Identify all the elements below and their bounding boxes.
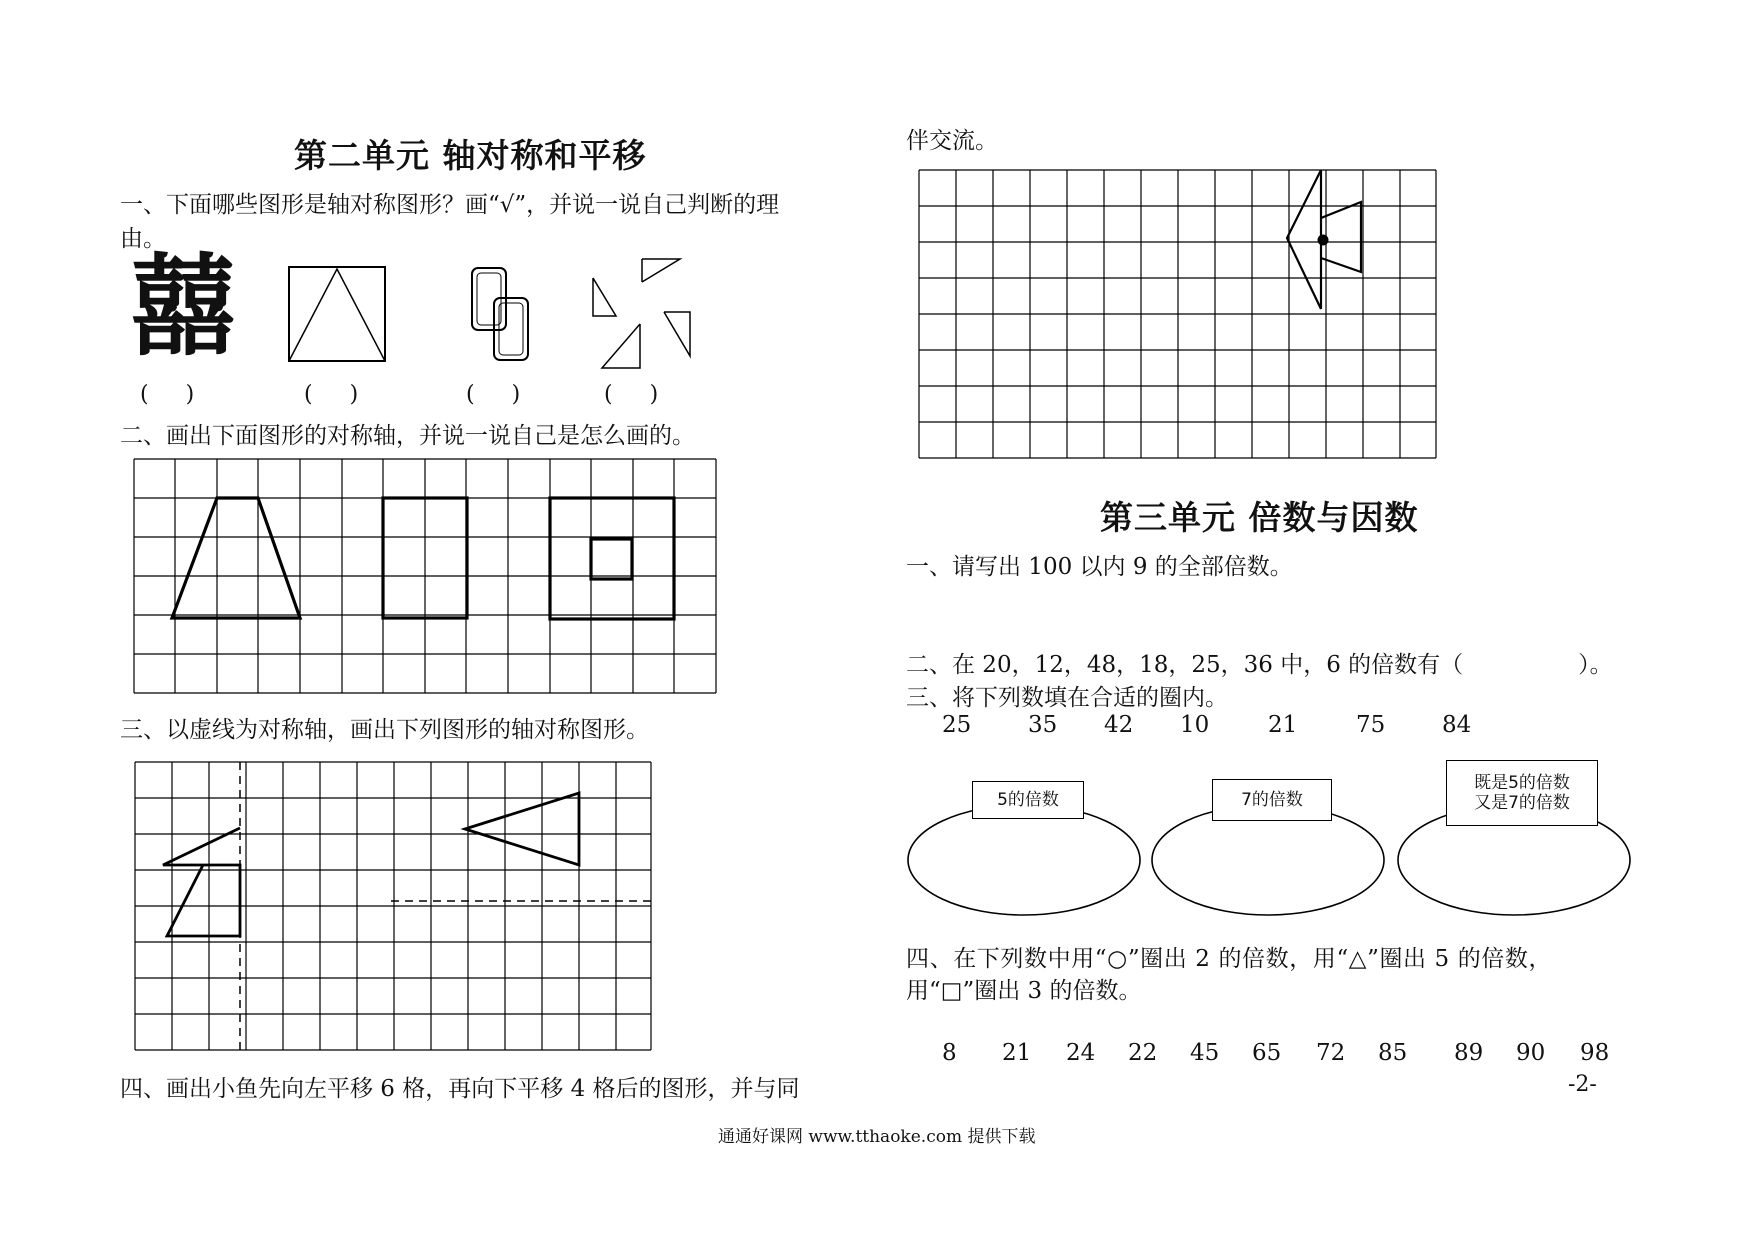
question-1-line1: 一、下面哪些图形是轴对称图形？画“√”，并说一说自己判断的理 <box>120 192 780 218</box>
symmetry-axis-grid[interactable] <box>132 457 720 697</box>
right-triangle-shape <box>465 793 579 865</box>
question-1-line2: 由。 <box>120 226 166 252</box>
q4-number[interactable]: 89 <box>1454 1040 1484 1066</box>
interlocking-rectangles-figure <box>470 266 534 366</box>
q4-number[interactable]: 65 <box>1252 1040 1282 1066</box>
pinwheel-figure <box>590 256 690 372</box>
question-4: 四、画出小鱼先向左平移 6 格，再向下平移 4 格后的图形，并与同 <box>120 1076 800 1102</box>
q3-number: 75 <box>1356 712 1386 738</box>
question-2: 二、画出下面图形的对称轴，并说一说自己是怎么画的。 <box>120 423 695 449</box>
inner-square-shape <box>591 539 632 579</box>
fish-eye <box>1318 235 1329 246</box>
q4-number[interactable]: 85 <box>1378 1040 1408 1066</box>
label-both-line2: 又是7的倍数 <box>1474 793 1570 813</box>
unit3-title: 第三单元 倍数与因数 <box>1100 498 1419 537</box>
fish-translation-grid[interactable] <box>916 166 1440 462</box>
q4-number[interactable]: 98 <box>1580 1040 1610 1066</box>
answer-paren-1[interactable]: ( ) <box>140 382 195 407</box>
q4-number[interactable]: 72 <box>1316 1040 1346 1066</box>
reflection-grid[interactable] <box>133 760 673 1058</box>
unit3-question-4-line1: 四、在下列数中用“○”圈出 2 的倍数，用“△”圈出 5 的倍数， <box>906 946 1553 972</box>
q3-number: 21 <box>1268 712 1298 738</box>
label-both-line1: 既是5的倍数 <box>1474 773 1570 793</box>
question-4-continued: 伴交流。 <box>906 128 998 154</box>
trapezoid-shape <box>172 498 300 618</box>
unit3-question-1: 一、请写出 100 以内 9 的全部倍数。 <box>906 554 1293 580</box>
ellipse-multiple-of-7 <box>1152 805 1384 915</box>
label-box-multiple-of-7: 7的倍数 <box>1212 779 1332 821</box>
q3-number: 10 <box>1180 712 1210 738</box>
q3-number: 84 <box>1442 712 1472 738</box>
label-box-both <box>1446 760 1598 826</box>
unit3-question-2: 二、在 20，12，48，18，25，36 中，6 的倍数有（ ）。 <box>906 652 1613 678</box>
answer-paren-3[interactable]: ( ) <box>466 382 521 407</box>
q4-number[interactable]: 21 <box>1002 1040 1032 1066</box>
q4-number[interactable]: 90 <box>1516 1040 1546 1066</box>
outer-square-shape <box>550 498 674 619</box>
q3-number: 25 <box>942 712 972 738</box>
q4-number[interactable]: 24 <box>1066 1040 1096 1066</box>
question-3: 三、以虚线为对称轴，画出下列图形的轴对称图形。 <box>120 717 649 743</box>
unit2-title: 第二单元 轴对称和平移 <box>294 136 647 175</box>
page-number: -2- <box>1568 1072 1597 1097</box>
q4-number[interactable]: 22 <box>1128 1040 1158 1066</box>
q3-number: 35 <box>1028 712 1058 738</box>
q4-number[interactable]: 45 <box>1190 1040 1220 1066</box>
unit3-question-4-line2: 用“□”圈出 3 的倍数。 <box>906 978 1142 1004</box>
ellipse-multiple-of-5 <box>908 805 1140 915</box>
footer-download-note: 通通好课网 www.tthaoke.com 提供下载 <box>718 1127 1036 1147</box>
answer-paren-4[interactable]: ( ) <box>604 382 659 407</box>
left-figure-shape <box>163 828 240 936</box>
label-box-multiple-of-5: 5的倍数 <box>972 781 1084 819</box>
answer-paren-2[interactable]: ( ) <box>304 382 359 407</box>
q3-number: 42 <box>1104 712 1134 738</box>
double-happiness-figure: 囍 <box>130 243 236 371</box>
unit3-question-3: 三、将下列数填在合适的圈内。 <box>906 685 1228 711</box>
q4-number[interactable]: 8 <box>942 1040 957 1066</box>
square-triangle-figure <box>288 266 386 362</box>
